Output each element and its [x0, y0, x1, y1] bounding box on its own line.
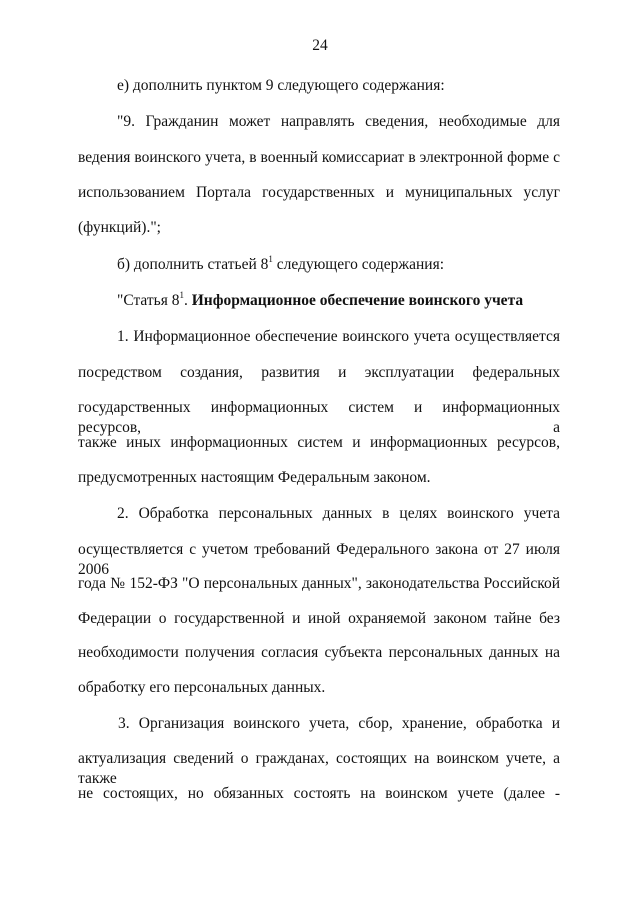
text-line: 3. Организация воинского учета, сбор, хранение, обработка и: [118, 715, 560, 732]
text-line: посредством создания, развития и эксплуатации федеральных: [78, 364, 560, 381]
text-line: обработку его персональных данных.: [78, 679, 326, 696]
text-line: года № 152-ФЗ "О персональных данных", законодательства Российской: [78, 575, 560, 592]
article-title: Информационное обеспечение воинского учета: [191, 292, 524, 309]
text-line: государственных информационных систем и информационных ресурсов, а: [78, 399, 560, 436]
text-line: необходимости получения согласия субъекта персональных данных на: [78, 644, 560, 661]
text-line: не состоящих, но обязанных состоять на воинском учете (далее -: [78, 785, 560, 802]
text-line: использованием Портала государственных и муниципальных услуг: [78, 184, 560, 201]
text-fragment: б) дополнить статьей 8: [117, 256, 269, 273]
text-line: осуществляется с учетом требований Федерального закона от 27 июля 2006: [78, 541, 560, 578]
article-heading: [117, 291, 560, 311]
text-line: е) дополнить пунктом 9 следующего содержания:: [117, 77, 445, 94]
text-fragment: .: [184, 292, 192, 309]
text-line: также иных информационных систем и информационных ресурсов,: [78, 434, 560, 451]
text-line: 1. Информационное обеспечение воинского учета осуществляется: [117, 328, 560, 345]
text-line: 2. Обработка персональных данных в целях воинского учета: [117, 505, 560, 522]
superscript: 1: [179, 290, 184, 300]
superscript: 1: [268, 254, 273, 264]
text-line: предусмотренных настоящим Федеральным законом.: [78, 469, 431, 486]
text-fragment: следующего содержания:: [272, 256, 445, 273]
text-line: актуализация сведений о гражданах, состоящих на воинском учете, а также: [78, 750, 560, 787]
text-line: Федерации о государственной и иной охраняемой законом тайне без: [78, 610, 560, 627]
text-line: "9. Гражданин может направлять сведения, необходимые для: [117, 113, 560, 130]
text-line: [117, 255, 560, 275]
page-number: 24: [312, 37, 328, 54]
text-line: (функций).";: [78, 219, 161, 236]
text-fragment: "Статья 8: [117, 292, 180, 309]
text-line: ведения воинского учета, в военный комиссариат в электронной форме с: [78, 149, 560, 166]
